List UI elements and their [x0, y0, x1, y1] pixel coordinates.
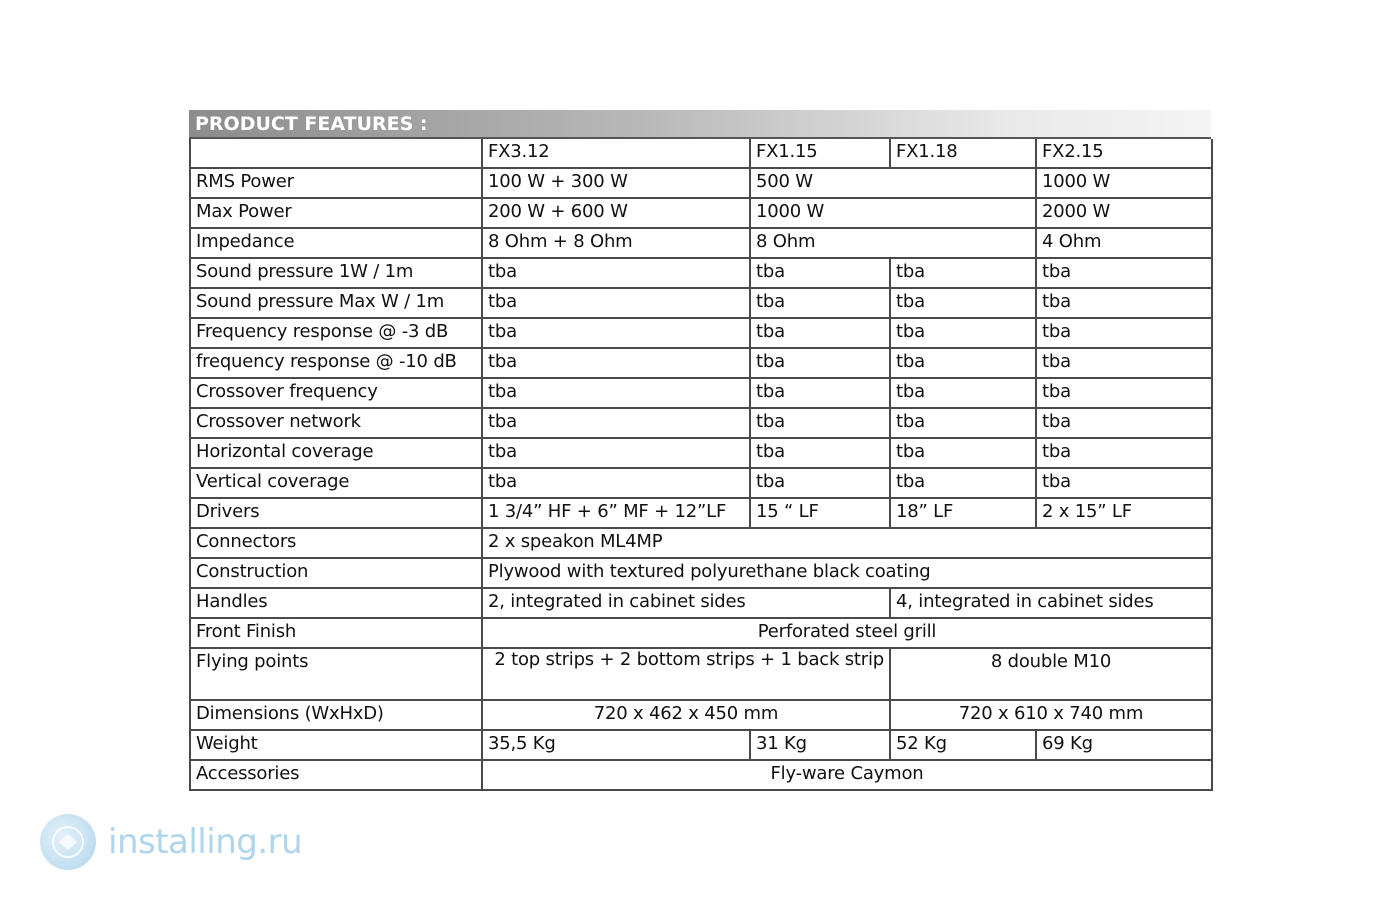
- table-row: [190, 468, 1212, 498]
- cell-value: tba: [1036, 258, 1212, 288]
- cell-value: 2000 W: [1036, 198, 1212, 228]
- cell-value: tba: [482, 318, 750, 348]
- cell-value: 8 Ohm + 8 Ohm: [482, 228, 750, 258]
- table-row: [190, 438, 1212, 468]
- cell-value: tba: [750, 468, 890, 498]
- cell-value: 31 Kg: [750, 730, 890, 760]
- table-row: [190, 558, 1212, 588]
- cell-value: 2, integrated in cabinet sides: [482, 588, 890, 618]
- row-label: Dimensions (WxHxD): [190, 700, 482, 730]
- cell-value: Perforated steel grill: [482, 618, 1212, 648]
- cell-value: tba: [1036, 348, 1212, 378]
- cell-value: 15 “ LF: [750, 498, 890, 528]
- cell-value: 1 3/4” HF + 6” MF + 12”LF: [482, 498, 750, 528]
- cell-value: tba: [482, 348, 750, 378]
- cell-value: 720 x 462 x 450 mm: [482, 700, 890, 730]
- cell-value: tba: [1036, 408, 1212, 438]
- watermark: [22, 806, 316, 878]
- installing-logo-icon: [40, 814, 96, 870]
- model-header-fx215: FX2.15: [1036, 139, 1212, 168]
- cell-value: tba: [750, 378, 890, 408]
- row-label: Frequency response @ -3 dB: [190, 318, 482, 348]
- row-label: Crossover frequency: [190, 378, 482, 408]
- cell-value: 500 W: [750, 168, 1036, 198]
- row-label: Front Finish: [190, 618, 482, 648]
- cell-value: tba: [890, 288, 1036, 318]
- row-label: Sound pressure 1W / 1m: [190, 258, 482, 288]
- row-label: Crossover network: [190, 408, 482, 438]
- row-label: Horizontal coverage: [190, 438, 482, 468]
- cell-value: tba: [750, 438, 890, 468]
- cell-value: tba: [482, 288, 750, 318]
- cell-value: 18” LF: [890, 498, 1036, 528]
- cell-value: tba: [482, 408, 750, 438]
- table-row: [190, 588, 1212, 618]
- cell-value: 4, integrated in cabinet sides: [890, 588, 1212, 618]
- cell-value: 2 x speakon ML4MP: [482, 528, 1212, 558]
- cell-value: tba: [482, 378, 750, 408]
- cell-value: tba: [482, 438, 750, 468]
- empty-corner-cell: [190, 139, 482, 168]
- table-row: [190, 648, 1212, 700]
- row-label: Handles: [190, 588, 482, 618]
- cell-value: 8 double M10: [890, 648, 1212, 700]
- cell-value: 4 Ohm: [1036, 228, 1212, 258]
- watermark-text: installing.ru: [108, 822, 303, 862]
- cell-value: tba: [750, 288, 890, 318]
- cell-value: tba: [482, 258, 750, 288]
- cell-value: tba: [890, 378, 1036, 408]
- row-label: Drivers: [190, 498, 482, 528]
- table-row: [190, 618, 1212, 648]
- specs-table: [189, 139, 1213, 791]
- table-row: [190, 528, 1212, 558]
- cell-value: tba: [1036, 318, 1212, 348]
- row-label: Vertical coverage: [190, 468, 482, 498]
- cell-value: tba: [890, 468, 1036, 498]
- cell-value: Fly-ware Caymon: [482, 760, 1212, 790]
- table-row: [190, 378, 1212, 408]
- table-row: [190, 760, 1212, 790]
- cell-value: tba: [750, 318, 890, 348]
- table-row: [190, 198, 1212, 228]
- cell-value: 52 Kg: [890, 730, 1036, 760]
- cell-value: tba: [1036, 288, 1212, 318]
- cell-value: tba: [750, 408, 890, 438]
- cell-value: 8 Ohm: [750, 228, 1036, 258]
- cell-value: 1000 W: [1036, 168, 1212, 198]
- table-row: [190, 408, 1212, 438]
- cell-value: tba: [482, 468, 750, 498]
- cell-value: 69 Kg: [1036, 730, 1212, 760]
- model-header-fx312: FX3.12: [482, 139, 750, 168]
- product-features-sheet: [189, 110, 1211, 791]
- cell-value: tba: [890, 438, 1036, 468]
- table-row: [190, 348, 1212, 378]
- cell-value: tba: [1036, 468, 1212, 498]
- cell-value: tba: [890, 408, 1036, 438]
- cell-value: tba: [890, 258, 1036, 288]
- row-label: Max Power: [190, 198, 482, 228]
- row-label: frequency response @ -10 dB: [190, 348, 482, 378]
- table-row: [190, 318, 1212, 348]
- cell-value: 1000 W: [750, 198, 1036, 228]
- model-header-fx115: FX1.15: [750, 139, 890, 168]
- table-row: [190, 168, 1212, 198]
- cell-value: tba: [1036, 438, 1212, 468]
- table-row: [190, 730, 1212, 760]
- cell-value: 200 W + 600 W: [482, 198, 750, 228]
- row-label: Construction: [190, 558, 482, 588]
- row-label: RMS Power: [190, 168, 482, 198]
- row-label: Weight: [190, 730, 482, 760]
- row-label: Flying points: [190, 648, 482, 700]
- section-title: PRODUCT FEATURES :: [189, 110, 1211, 139]
- cell-value: 2 x 15” LF: [1036, 498, 1212, 528]
- table-row: [190, 700, 1212, 730]
- cell-value: tba: [1036, 378, 1212, 408]
- cell-value: 100 W + 300 W: [482, 168, 750, 198]
- cell-value: tba: [750, 258, 890, 288]
- cell-value: 720 x 610 x 740 mm: [890, 700, 1212, 730]
- row-label: Sound pressure Max W / 1m: [190, 288, 482, 318]
- cell-value: tba: [750, 348, 890, 378]
- cell-value: 2 top strips + 2 bottom strips + 1 back strip: [482, 648, 890, 700]
- table-header-row: [190, 139, 1212, 168]
- table-row: [190, 498, 1212, 528]
- table-row: [190, 228, 1212, 258]
- model-header-fx118: FX1.18: [890, 139, 1036, 168]
- row-label: Accessories: [190, 760, 482, 790]
- cell-value: 35,5 Kg: [482, 730, 750, 760]
- row-label: Impedance: [190, 228, 482, 258]
- table-row: [190, 258, 1212, 288]
- cell-value: tba: [890, 318, 1036, 348]
- cell-value: tba: [890, 348, 1036, 378]
- table-row: [190, 288, 1212, 318]
- row-label: Connectors: [190, 528, 482, 558]
- cell-value: Plywood with textured polyurethane black coating: [482, 558, 1212, 588]
